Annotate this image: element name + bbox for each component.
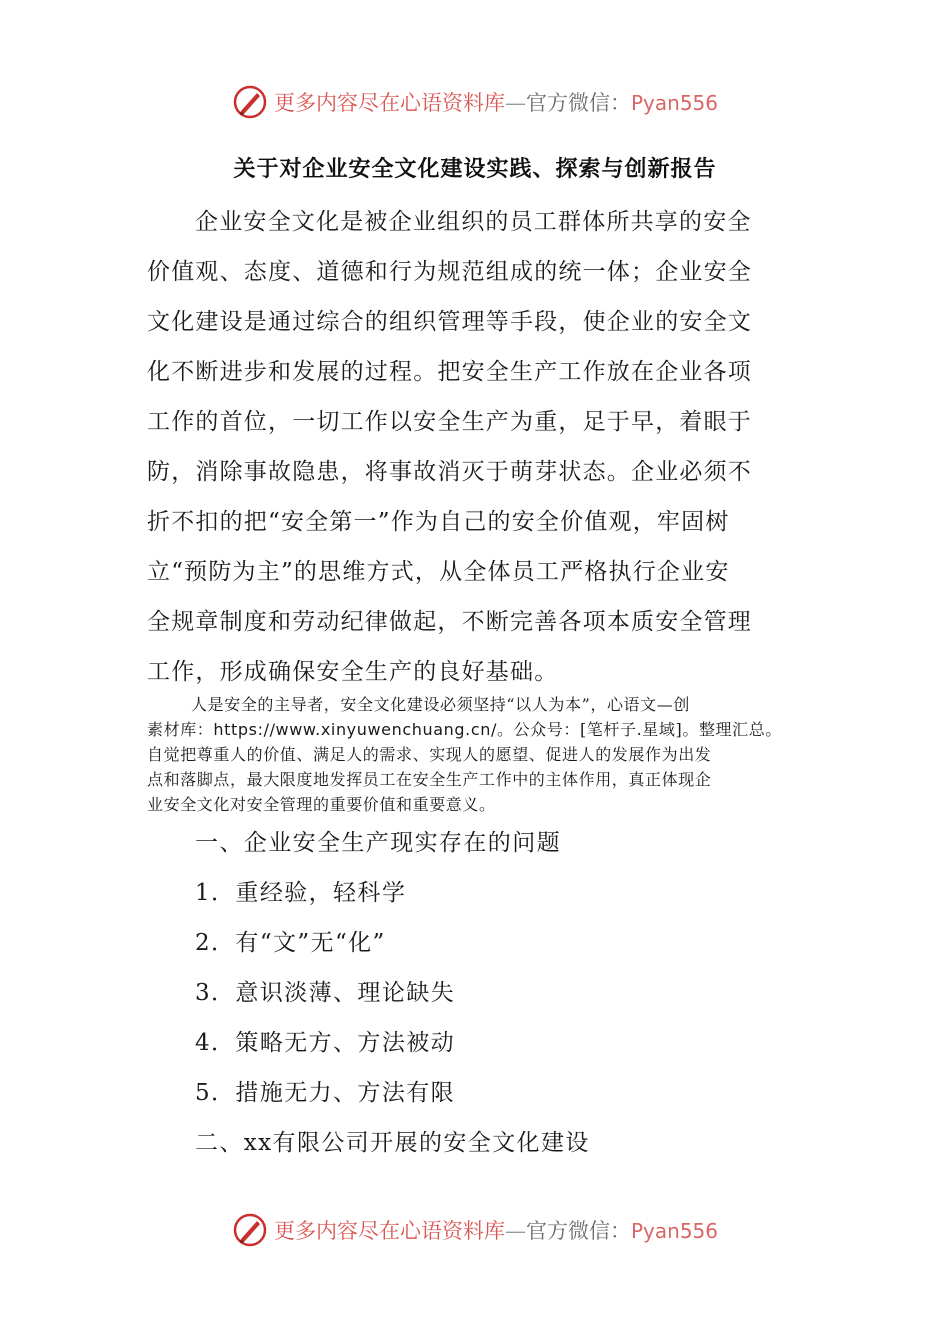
banner-separator: — (504, 1219, 526, 1243)
paragraph-line: 企业安全文化是被企业组织的员工群体所共享的安全 (195, 209, 752, 235)
paragraph-intro (147, 197, 807, 697)
small-paragraph-line (147, 717, 812, 742)
paragraph-line: 全规章制度和劳动纪律做起，不断完善各项本质安全管理 (147, 609, 752, 635)
section-heading-problems: 一、企业安全生产现实存在的问题 (195, 830, 561, 856)
paragraph-line: 价值观、态度、道德和行为规范组成的统一体；企业安全 (147, 259, 752, 285)
small-paragraph-line: 业安全文化对安全管理的重要价值和重要意义。 (147, 795, 496, 814)
section-list (195, 818, 815, 1168)
paragraph-people-first (147, 692, 812, 817)
banner-text (274, 1215, 718, 1245)
source-suffix: 。公众号：[笔杆子.星域]。整理汇总。 (496, 720, 782, 739)
list-item: 4．策略无方、方法被动 (195, 1030, 456, 1056)
document-title: 关于对企业安全文化建设实践、探索与创新报告 (233, 156, 717, 182)
paragraph-line: 工作，形成确保安全生产的良好基础。 (147, 659, 559, 685)
paragraph-line: 折不扣的把“安全第一”作为自己的安全价值观，牢固树 (147, 509, 730, 535)
paragraph-line: 工作的首位，一切工作以安全生产为重，足于早，着眼于 (147, 409, 752, 435)
banner-wechat-id: Pyan556 (630, 91, 718, 115)
pen-logo-icon (232, 84, 268, 120)
source-label: 素材库： (147, 720, 214, 739)
banner-text (274, 87, 718, 117)
section-heading-company: 二、xx有限公司开展的安全文化建设 (195, 1130, 590, 1156)
small-paragraph-line: 点和落脚点，最大限度地发挥员工在安全生产工作中的主体作用，真正体现企 (147, 770, 712, 789)
paragraph-line: 防，消除事故隐患，将事故消灭于萌芽状态。企业必须不 (147, 459, 752, 485)
banner-separator: — (504, 91, 526, 115)
footer-watermark-banner (0, 1208, 950, 1252)
list-item: 1．重经验，轻科学 (195, 880, 407, 906)
banner-wechat-id: Pyan556 (630, 1219, 718, 1243)
list-item: 5．措施无力、方法有限 (195, 1080, 456, 1106)
banner-brand: 更多内容尽在心语资料库 (273, 91, 505, 115)
list-item: 3．意识淡薄、理论缺失 (195, 980, 456, 1006)
banner-official-label: 官方微信： (525, 91, 631, 115)
paragraph-line: 立“预防为主”的思维方式，从全体员工严格执行企业安 (147, 559, 730, 585)
source-url-link[interactable]: https://www.xinyuwenchuang.cn/ (213, 720, 497, 739)
list-item: 2．有“文”无“化” (195, 930, 386, 956)
small-paragraph-line: 人是安全的主导者，安全文化建设必须坚持“以人为本”，心语文—创 (191, 695, 690, 714)
pen-logo-icon (232, 1212, 268, 1248)
banner-brand: 更多内容尽在心语资料库 (273, 1219, 505, 1243)
paragraph-line: 化不断进步和发展的过程。把安全生产工作放在企业各项 (147, 359, 752, 385)
paragraph-line: 文化建设是通过综合的组织管理等手段，使企业的安全文 (147, 309, 752, 335)
small-paragraph-line: 自觉把尊重人的价值、满足人的需求、实现人的愿望、促进人的发展作为出发 (147, 745, 712, 764)
header-watermark-banner (0, 80, 950, 124)
banner-official-label: 官方微信： (525, 1219, 631, 1243)
